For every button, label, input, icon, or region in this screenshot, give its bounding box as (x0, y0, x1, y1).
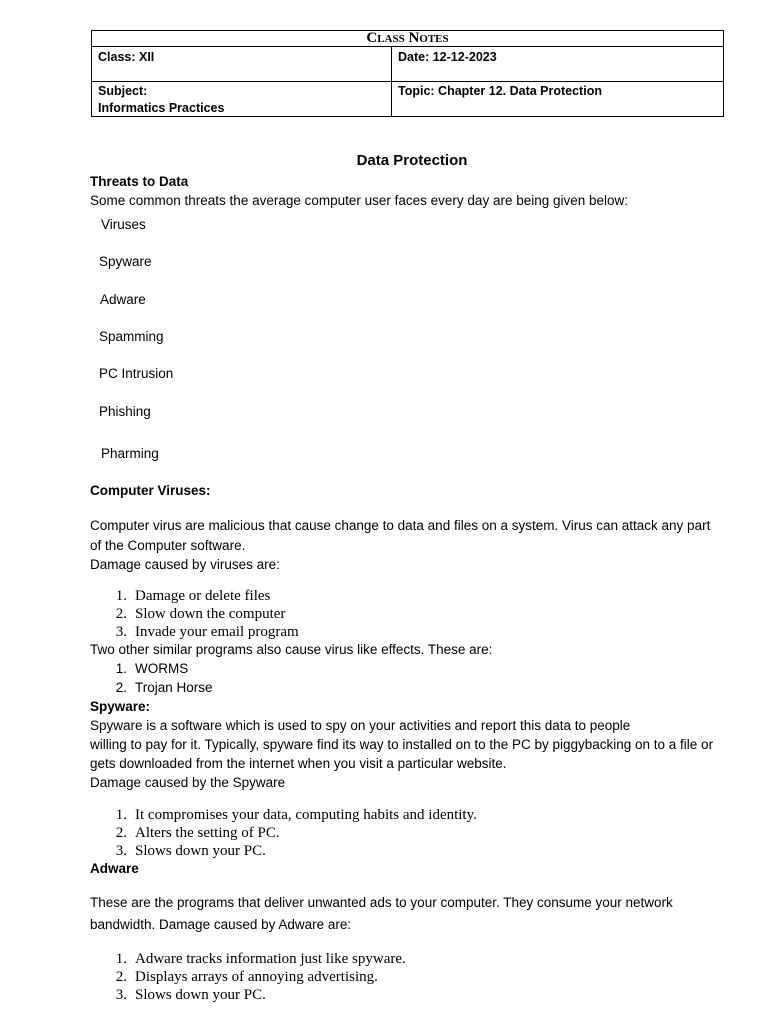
list-item (105, 623, 299, 641)
list-item (105, 660, 188, 677)
spyware-heading: Spyware: (90, 699, 151, 714)
list-item-text: Displays arrays of annoying advertising. (135, 969, 378, 985)
threat-item: PC Intrusion (99, 366, 174, 381)
list-item (105, 950, 406, 968)
list-item-text: Adware tracks information just like spyware. (135, 951, 406, 967)
threat-item: Pharming (101, 446, 159, 461)
list-item (105, 679, 213, 696)
viruses-heading: Computer Viruses: (90, 483, 211, 498)
header-table (91, 30, 724, 117)
viruses-similar-intro: Two other similar programs also cause virus like effects. These are: (90, 642, 493, 657)
header-title: Class Notes (366, 30, 449, 46)
list-item (105, 986, 266, 1004)
list-number: 2. (115, 680, 127, 695)
threats-heading: Threats to Data (90, 174, 189, 189)
spyware-paragraph-line: willing to pay for it. Typically, spyware find its way to installed on to the PC by piggybacking on to a file or (90, 737, 714, 752)
threat-item: Phishing (99, 404, 151, 419)
threat-item: Spamming (99, 329, 164, 344)
viruses-damage-intro: Damage caused by viruses are: (90, 557, 280, 572)
list-item (105, 968, 378, 986)
list-number: 2. (115, 969, 127, 985)
list-item (105, 824, 280, 842)
list-item-text: Slows down your PC. (135, 987, 266, 1003)
class-label: Class: XII (98, 50, 155, 64)
list-number: 2. (115, 606, 127, 622)
list-item-text: Slow down the computer (135, 606, 286, 622)
list-item-text: Invade your email program (135, 624, 299, 640)
threat-item: Spyware (99, 254, 152, 269)
header-column-divider (391, 47, 392, 117)
list-item (105, 605, 285, 623)
page-title: Data Protection (356, 152, 468, 169)
list-item-text: Slows down your PC. (135, 843, 266, 859)
subject-value: Informatics Practices (98, 101, 225, 115)
list-number: 1. (115, 807, 127, 823)
threat-item: Adware (100, 292, 146, 307)
list-item-text: Alters the setting of PC. (135, 825, 280, 841)
spyware-damage-intro: Damage caused by the Spyware (90, 775, 286, 790)
list-item (105, 806, 477, 824)
spyware-paragraph-line: gets downloaded from the internet when you visit a particular website. (90, 756, 507, 771)
list-number: 1. (115, 588, 127, 604)
adware-heading: Adware (90, 861, 139, 876)
adware-paragraph-line: These are the programs that deliver unwanted ads to your computer. They consume your network (90, 895, 673, 910)
list-number: 3. (115, 987, 127, 1003)
threat-item: Viruses (101, 217, 146, 232)
spyware-paragraph-line: Spyware is a software which is used to spy on your activities and report this data to people (90, 718, 631, 733)
list-number: 2. (115, 825, 127, 841)
list-item (105, 842, 266, 860)
adware-paragraph-line: bandwidth. Damage caused by Adware are: (90, 917, 352, 932)
viruses-paragraph-line: of the Computer software. (90, 538, 246, 553)
header-title-row (92, 31, 723, 47)
threats-intro: Some common threats the average computer user faces every day are being given below: (90, 193, 629, 208)
list-number: 1. (115, 951, 127, 967)
list-number: 1. (115, 661, 127, 676)
list-item-text: Trojan Horse (135, 680, 213, 695)
topic-label: Topic: Chapter 12. Data Protection (398, 84, 602, 98)
list-item-text: It compromises your data, computing habits and identity. (135, 807, 477, 823)
date-label: Date: 12-12-2023 (398, 50, 497, 64)
list-number: 3. (115, 843, 127, 859)
list-item-text: Damage or delete files (135, 588, 271, 604)
subject-label: Subject: (98, 84, 148, 98)
list-item (105, 587, 270, 605)
list-item-text: WORMS (135, 661, 189, 676)
list-number: 3. (115, 624, 127, 640)
viruses-paragraph-line: Computer virus are malicious that cause change to data and files on a system. Virus can attack any part (90, 518, 711, 533)
